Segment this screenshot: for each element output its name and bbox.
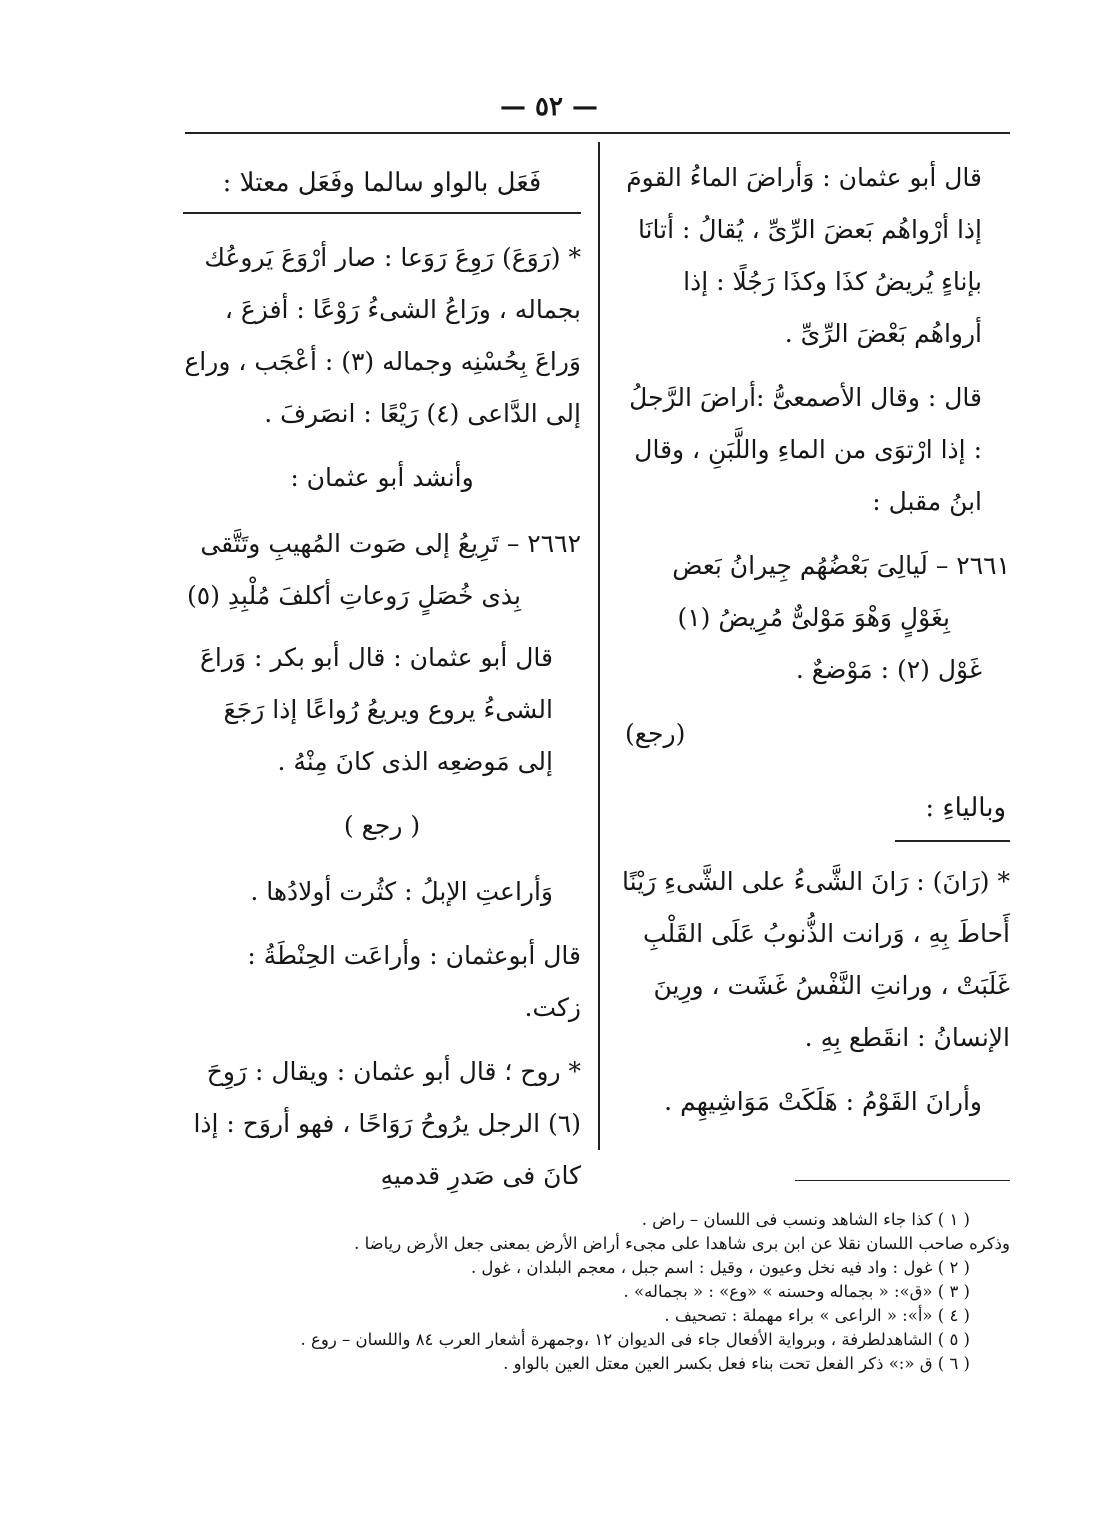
verse-line: ٢٦٦١ – لَيالِىَ بَعْضُهُم جِيرانُ بَعض [672,551,1010,580]
footnote: ( ٣ ) «ق»: « بجماله وحسنه » «وع» : « بجماله» . [623,1282,970,1301]
verse-line: ٢٦٦٢ – تَرِيعُ إلى صَوت المُهيبِ وتَتَّقى [200,529,581,558]
paragraph: وأرانَ القَوْمُ : هَلَكَتْ مَوَاشِيهِم . [664,1087,982,1116]
paragraph: قال أبوعثمان : وأراعَت الحِنْطَةُ : زكت. [247,941,581,1022]
page-number: — ٥٢ — [499,92,599,122]
footnote: ( ١ ) كذا جاء الشاهد ونسب فى اللسان – راض . [641,1210,970,1229]
footnote: ( ٥ ) الشاهدلطرفة ، وبرواية الأفعال جاء فى الديوان ١٢ ،وجمهرة أشعار العرب ٨٤ واللسان – روع . [300,1330,970,1349]
section-heading: وبالياءِ : [895,782,1010,842]
paragraph: * روح ؛ قال أبو عثمان : ويقال : رَوِحَ (٦) الرجل يرُوحُ رَوَاحًا ، فهو أروَح : إذا كانَ فى صَدرِ قدميهِ [193,1057,581,1190]
cross-reference: ( رجع ) [343,811,421,840]
paragraph: * (رَانَ) : رَانَ الشَّىءُ على الشَّىءِ رَيْنًا أَحاطَ بِهِ ، وَرانت الذُّنوبُ عَلَى القَلْبِ غَلَبَتْ ، ورانتِ النَّفْسُ غَشَت ، ورِينَ الإنسانُ : انقَطع بِهِ . [622,867,1010,1052]
right-column [615,152,1010,1140]
verse-line: بِذى خُصَلٍ رَوعاتِ أكلفَ مُلْبِدِ (٥) [187,581,521,610]
column-divider [598,142,600,1150]
header-rule [185,132,1010,134]
cross-reference: (رجع) [625,719,686,748]
paragraph: وأنشد أبو عثمان : [290,463,474,492]
footnotes [183,1208,1010,1376]
paragraph: قال أبو عثمان : قال أبو بكر : وَراعَ الشىءُ يروع ويريعُ رُواعًا إذا رَجَعَ إلى مَوضعِه الذى كانَ مِنْهُ . [200,643,553,776]
paragraph: وَأراعتِ الإبلُ : كثُرت أولادُها . [250,877,553,906]
left-column [183,158,581,1214]
footnote-rule [795,1180,1010,1181]
footnote: ( ٢ ) غول : واد فيه نخل وعيون ، وقيل : اسم جبل ، معجم البلدان ، غول . [470,1258,970,1277]
footnote: ( ٦ ) ق «:» ذكر الفعل تحت بناء فعل بكسر العين معتل العين بالواو . [503,1354,970,1373]
footnote: وذكره صاحب اللسان نقلا عن ابن برى شاهدا على مجىء أراض الأرض بمعنى جعل الأرض رياضا . [354,1234,1010,1253]
paragraph: غَوْل (٢) : مَوْضعٌ . [795,655,982,684]
paragraph: قال : وقال الأصمعىُّ :أراضَ الرَّجلُ : إذا ارْتوَى من الماءِ واللَّبَنِ ، وقال ابنُ مقبل : [629,383,982,516]
footnote: ( ٤ ) «أ»: « الراعى » براء مهملة : تصحيف . [664,1306,970,1325]
verse-line: بِغَوْلٍ وَهْوَ مَوْلىٌّ مُرِيضُ (١) [677,603,950,632]
paragraph: * (رَوَعَ) رَوِعَ رَوَعا : صار أرْوَعَ يَروعُك بجماله ، ورَاعُ الشىءُ رَوْعًا : أفزعَ ، وَراعَ بِحُسْنِه وجماله (٣) : أعْجَب ، وراع إلى الدَّاعى (٤) رَيْعًا : انصَرفَ . [184,243,581,428]
section-heading: فَعَل بالواو سالما وفَعَل معتلا : [183,158,581,214]
paragraph: قال أبو عثمان : وَأراضَ الماءُ القومَ إذا أرْواهُم بَعضَ الرِّىِّ ، يُقالُ : أتانَا بإناءٍ يُريضُ كذَا وكذَا رَجُلًا : إذا أرواهُم بَعْضَ الرِّىِّ . [626,163,982,348]
